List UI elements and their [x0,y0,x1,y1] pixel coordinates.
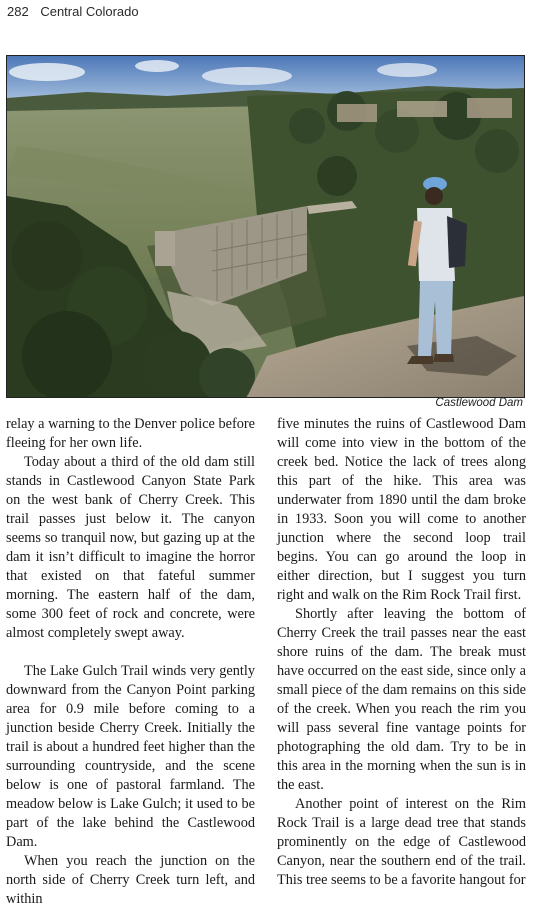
paragraph: Shortly after leaving the bottom of Cherry Creek the trail passes near the east shore ruins of the dam. The break must have occurred on the east side, since only a small piece of the dam remains on this side of the creek. When you reach the rim you will pass several fine vantage points for photographing the old dam. Try to be in this area in the morning when the sun is in the east. [277,606,526,793]
paragraph: When you reach the junction on the north side of Cherry Creek turn left, and within [6,853,255,907]
photo-caption: Castlewood Dam [435,397,523,409]
paragraph: Another point of interest on the Rim Rock Trail is a large dead tree that stands prominently on the edge of Castlewood Canyon, near the southern end of the trail. This tree seems to be a favorite hangout for [277,796,526,888]
text-column-left [6,415,255,909]
dam-photo-illustration [7,56,524,397]
running-header [7,4,139,19]
page-number: 282 [7,4,29,19]
running-title: Central Colorado [40,4,139,19]
text-column-right [277,415,526,890]
paragraph: five minutes the ruins of Castlewood Dam will come into view in the bottom of the creek bed. Notice the lack of trees along this part of the hike. This area was underwater from 1890 until the dam broke in 1933. Soon you will come to another junction where the second loop trail begins. You can go around the loop in either direction, but I suggest you turn right and walk on the Rim Rock Trail first. [277,416,526,603]
paragraph: relay a warning to the Denver police before fleeing for her own life. [6,416,255,451]
dam-photo [6,55,525,398]
paragraph: The Lake Gulch Trail winds very gently downward from the Canyon Point parking area for 0.9 mile before coming to a junction beside Cherry Creek. Initially the trail is about a hundred feet higher than the surrounding countryside, and the scene below is one of pastoral farmland. The meadow below is Lake Gulch; it used to be part of the lake behind the Castlewood Dam. [6,663,255,850]
paragraph: Today about a third of the old dam still stands in Castlewood Canyon State Park on the west bank of Cherry Creek. This trail passes just below it. The canyon seems so tranquil now, but gazing up at the dam it isn’t difficult to imagine the horror that existed on that fateful summer morning. The eastern half of the dam, some 300 feet of rock and concrete, were almost completely swept away. [6,454,255,641]
